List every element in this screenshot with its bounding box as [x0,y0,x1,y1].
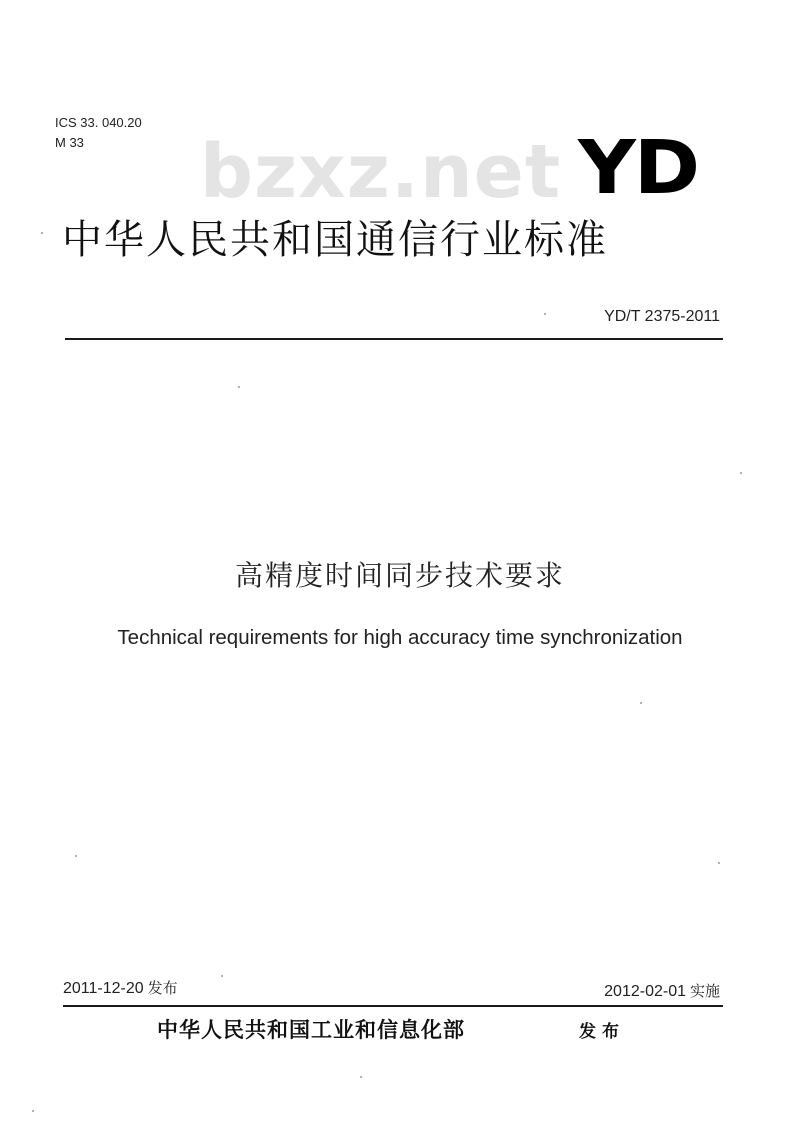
issuing-authority: 中华人民共和国工业和信息化部 [157,1018,465,1042]
header-divider [65,338,723,340]
footer-divider [63,1005,723,1007]
watermark: bzxz.net [200,129,562,215]
scan-speck [32,1110,34,1112]
issue-date-line [63,977,178,1000]
scan-speck [221,975,223,977]
scan-speck [360,1076,362,1078]
scan-speck [544,313,546,315]
scan-speck [41,232,43,234]
scan-speck [740,472,742,474]
scan-speck [718,862,720,864]
publish-label: 发布 [579,1022,625,1042]
yd-logo: YD [578,125,698,211]
standard-code: YD/T 2375-2011 [604,308,720,325]
implement-date: 2012-02-01 [604,983,686,1000]
implement-label: 实施 [689,982,720,1000]
ics-code: ICS 33. 040.20 [55,115,142,130]
implement-date-line [604,980,720,1003]
issue-date: 2011-12-20 [63,980,144,997]
ccs-code: M 33 [55,135,84,150]
document-title-cn: 高精度时间同步技术要求 [234,559,565,592]
standard-category-title: 中华人民共和国通信行业标准 [62,217,608,263]
document-title-en: Technical requirements for high accuracy time synchronization [117,626,683,649]
classification-codes [55,113,142,153]
scan-speck [75,855,77,857]
scan-speck [238,386,240,388]
issue-label: 发布 [147,979,178,997]
scan-speck [640,702,642,704]
